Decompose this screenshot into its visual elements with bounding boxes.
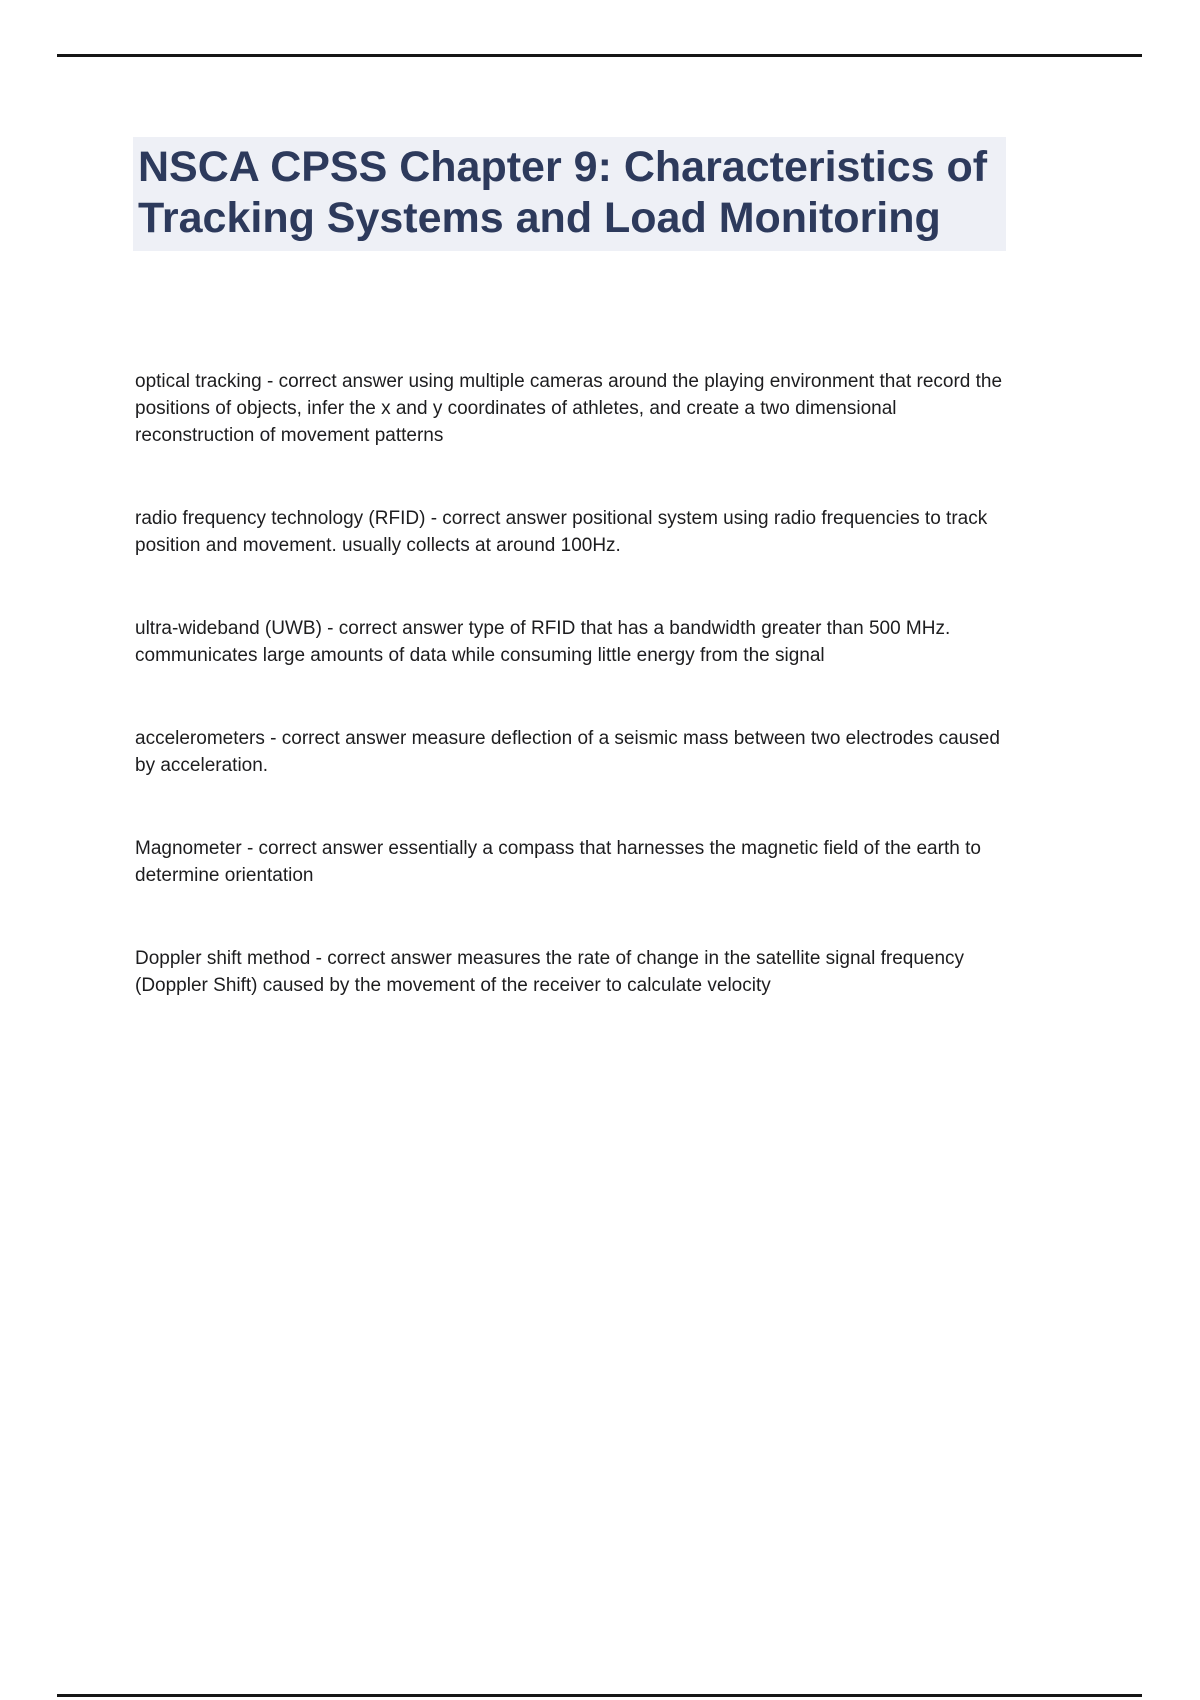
qa-paragraph: Doppler shift method - correct answer measures the rate of change in the satellite signal frequency (Doppler Shift) caused by the movement of the receiver to calculate velocity bbox=[135, 948, 965, 996]
qa-paragraph: Magnometer - correct answer essentially a compass that harnesses the magnetic field of the earth to determine orientation bbox=[135, 838, 981, 886]
qa-paragraph: ultra-wideband (UWB) - correct answer type of RFID that has a bandwidth greater than 500 MHz. communicates large amounts of data while consuming little energy from the signal bbox=[135, 618, 951, 666]
qa-paragraph: radio frequency technology (RFID) - correct answer positional system using radio frequencies to track position and movement. usually collects at around 100Hz. bbox=[135, 508, 988, 556]
page-title: NSCA CPSS Chapter 9: Characteristics of Tracking Systems and Load Monitoring bbox=[133, 137, 1006, 251]
qa-paragraph: optical tracking - correct answer using multiple cameras around the playing environment that record the positions of objects, infer the x and y coordinates of athletes, and create a two dimensional reconstruction of movement patterns bbox=[135, 371, 1003, 446]
bottom-horizontal-rule bbox=[57, 1694, 1142, 1697]
document-body bbox=[135, 368, 1020, 1055]
top-horizontal-rule bbox=[57, 54, 1142, 57]
qa-paragraph: accelerometers - correct answer measure deflection of a seismic mass between two electrodes caused by acceleration. bbox=[135, 728, 1000, 776]
